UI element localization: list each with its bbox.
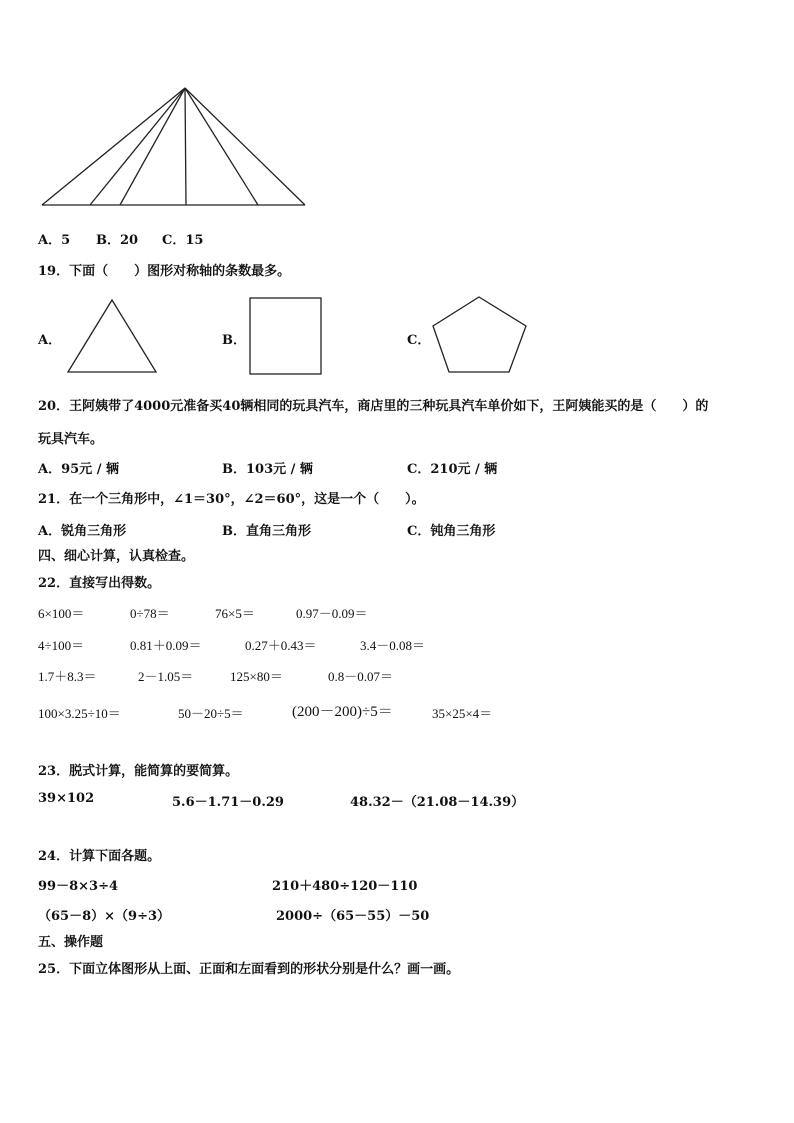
- q23-item-2: 5.6－1.71－0.29: [172, 795, 284, 810]
- q22-r4-c2: 50－20÷5＝: [178, 706, 244, 721]
- q25-stem: 25．下面立体图形从上面、正面和左面看到的形状分别是什么？画一画。: [38, 962, 460, 977]
- q22-r1-c2: 0÷78＝: [130, 606, 170, 621]
- q23-stem: 23．脱式计算，能简算的要简算。: [38, 764, 239, 779]
- q22-r3-c3: 125×80＝: [230, 669, 283, 684]
- q18-option-b: B．20: [96, 233, 139, 248]
- q18-triangle-figure: [0, 0, 794, 230]
- q20-stem-line1: 20．王阿姨带了4000元准备买40辆相同的玩具汽车，商店里的三种玩具汽车单价如下，王阿姨能买的是（ ）的: [38, 399, 709, 414]
- q21-option-a: A．锐角三角形: [38, 524, 127, 539]
- q22-r2-c4: 3.4－0.08＝: [360, 638, 426, 653]
- q24-item-3: （65－8）×（9÷3）: [38, 909, 171, 924]
- q22-r3-c4: 0.8－0.07＝: [328, 669, 394, 684]
- q19-label-c: C．: [407, 333, 431, 348]
- q20-stem-line2: 玩具汽车。: [38, 432, 104, 447]
- q23-item-1: 39×102: [38, 791, 95, 806]
- q22-stem: 22．直接写出得数。: [38, 576, 161, 591]
- q22-r4-c4: 35×25×4＝: [432, 706, 493, 721]
- q22-r1-c4: 0.97－0.09＝: [296, 606, 368, 621]
- q22-r1-c1: 6×100＝: [38, 606, 85, 621]
- q24-item-1: 99－8×3÷4: [38, 879, 119, 894]
- q22-r2-c2: 0.81＋0.09＝: [130, 638, 202, 653]
- q24-item-2: 210＋480÷120－110: [272, 879, 418, 894]
- q22-r4-c1: 100×3.25÷10＝: [38, 706, 121, 721]
- q22-r1-c3: 76×5＝: [215, 606, 255, 621]
- q19-stem: 19．下面（ ）图形对称轴的条数最多。: [38, 264, 291, 279]
- q24-stem: 24．计算下面各题。: [38, 849, 161, 864]
- q22-r3-c2: 2－1.05＝: [138, 669, 194, 684]
- q21-option-c: C．钝角三角形: [407, 524, 496, 539]
- q20-option-b: B．103元 / 辆: [222, 462, 313, 477]
- q20-option-c: C．210元 / 辆: [407, 462, 498, 477]
- q22-r2-c3: 0.27＋0.43＝: [245, 638, 317, 653]
- q19-pentagon-shape: [428, 293, 538, 378]
- q19-square-shape: [246, 294, 326, 374]
- q22-r3-c1: 1.7＋8.3＝: [38, 669, 97, 684]
- q19-triangle-shape: [60, 295, 160, 375]
- q19-label-b: B．: [222, 333, 246, 348]
- section5-title: 五、操作题: [38, 935, 104, 950]
- q21-option-b: B．直角三角形: [222, 524, 311, 539]
- q21-stem: 21．在一个三角形中，∠1＝30°，∠2＝60°，这是一个（ ）。: [38, 492, 425, 507]
- q20-option-a: A．95元 / 辆: [38, 462, 119, 477]
- q18-option-c: C．15: [162, 233, 204, 248]
- q23-item-3: 48.32－（21.08－14.39）: [350, 795, 525, 810]
- section4-title: 四、细心计算，认真检查。: [38, 549, 195, 564]
- q18-option-a: A．5: [38, 233, 71, 248]
- q19-label-a: A．: [38, 333, 62, 348]
- q24-item-4: 2000÷（65－55）－50: [276, 909, 430, 924]
- q22-r2-c1: 4÷100＝: [38, 638, 85, 653]
- q22-r4-c3: (200－200)÷5＝: [292, 704, 393, 720]
